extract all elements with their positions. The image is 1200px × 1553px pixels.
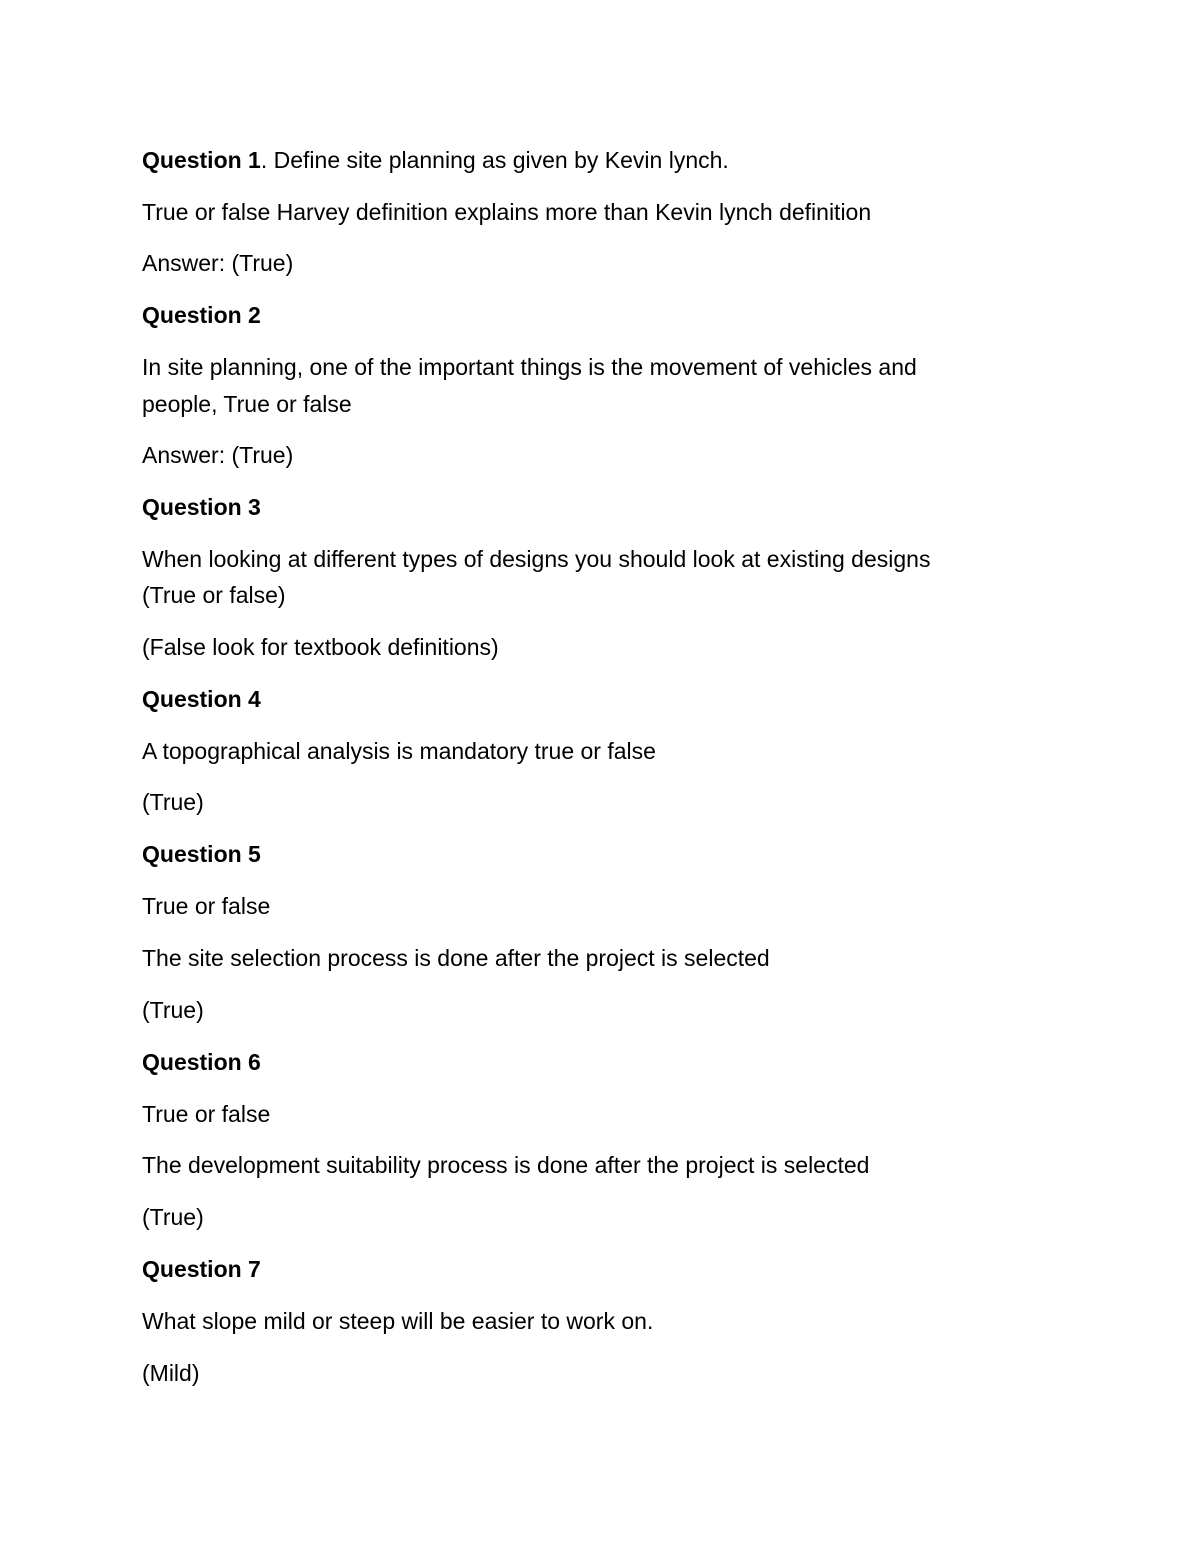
question-4-label: Question 4	[142, 686, 261, 712]
question-5-text: The site selection process is done after the project is selected	[142, 945, 770, 971]
question-6-text: The development suitability process is done after the project is selected	[142, 1152, 870, 1178]
question-7-answer: (Mild)	[142, 1360, 200, 1386]
question-2-text-line-1: In site planning, one of the important things is the movement of vehicles and	[142, 354, 917, 380]
question-2-answer: Answer: (True)	[142, 442, 294, 468]
question-6-prompt: True or false	[142, 1101, 271, 1127]
question-3-text-line-1: When looking at different types of designs you should look at existing designs	[142, 546, 931, 572]
question-5-answer: (True)	[142, 997, 204, 1023]
question-4-answer: (True)	[142, 789, 204, 815]
question-4-text: A topographical analysis is mandatory true or false	[142, 738, 656, 764]
question-2-label: Question 2	[142, 302, 261, 328]
question-1-label: Question 1	[142, 147, 261, 173]
question-3-label: Question 3	[142, 494, 261, 520]
question-1-subtext: True or false Harvey definition explains more than Kevin lynch definition	[142, 199, 872, 225]
question-1-answer: Answer: (True)	[142, 250, 294, 276]
question-1-text: . Define site planning as given by Kevin lynch.	[260, 147, 729, 173]
question-7-text: What slope mild or steep will be easier to work on.	[142, 1308, 654, 1334]
question-3-text-line-2: (True or false)	[142, 582, 286, 608]
question-7-label: Question 7	[142, 1256, 261, 1282]
question-3-answer: (False look for textbook definitions)	[142, 634, 499, 660]
question-1-line	[142, 142, 1042, 178]
question-6-answer: (True)	[142, 1204, 204, 1230]
question-6-label: Question 6	[142, 1049, 261, 1075]
question-5-prompt: True or false	[142, 893, 271, 919]
question-5-label: Question 5	[142, 841, 261, 867]
question-2-text-line-2: people, True or false	[142, 391, 352, 417]
